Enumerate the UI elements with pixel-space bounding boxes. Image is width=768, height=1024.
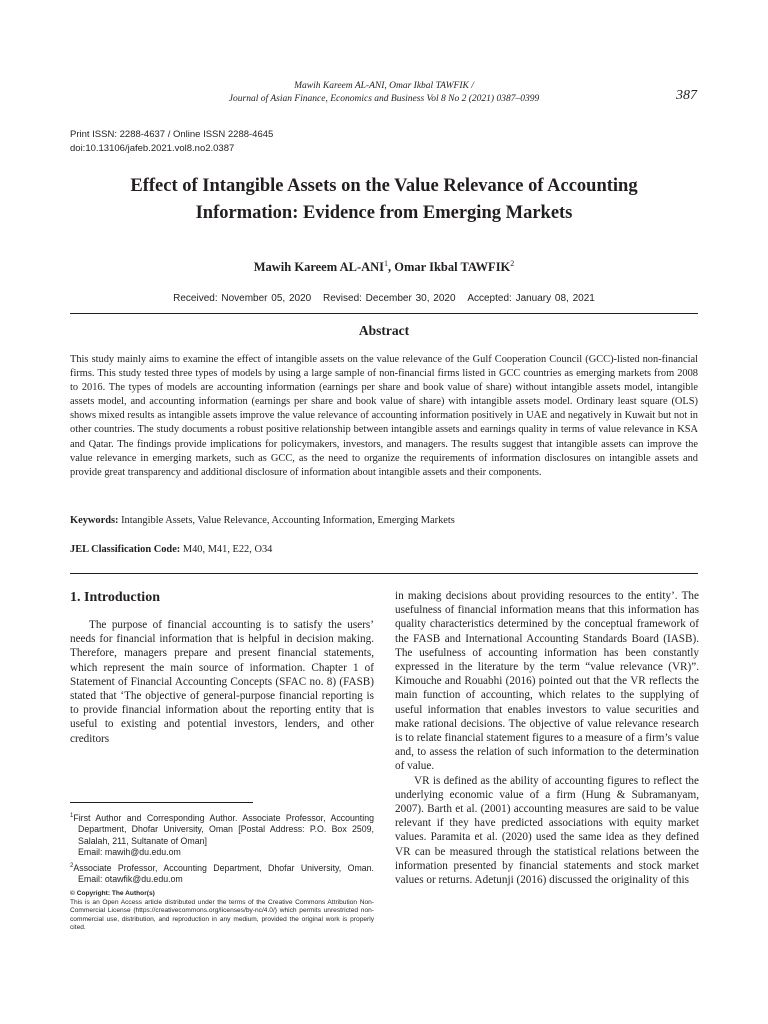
author-1: Mawih Kareem AL-ANI	[253, 260, 385, 275]
keywords-line	[70, 515, 698, 526]
footnote-1-marker: 1	[70, 813, 74, 819]
abstract-body: This study mainly aims to examine the effect of intangible assets on the value relevance of the Gulf Cooperation Council (GCC)-listed non-financial firms. This study tested three types of models by using a large sample of non-financial firms listed in GCC countries as emerging markets from 2008 to 2016. The types of models are accounting information (earnings per share and book value of share) without intangible assets model, intangible assets model, and accounting information (earnings per share and book value of share) with intangible assets model. Ordinary least square (OLS) shows mixed results as intangible assets improve the value relevance of accounting information positively in UAE and negatively in Kuwait but not in other countries. The study documents a robust positive relationship between intangible assets and earnings quality in terms of value relevance in KSA and Qatar. The findings provide implications for policymakers, investors, and managers. The results suggest that intangible assets can improve the value relevance in emerging markets, such as GCC, as the need to organize the requirements of information disclosures on intangible assets and provide great transparency and additional disclosure of information about intangible assets and their components.	[70, 354, 698, 478]
revised-date: Revised: December 30, 2020	[323, 293, 456, 304]
paper-title-line1: Effect of Intangible Assets on the Value Relevance of Accounting	[130, 176, 638, 196]
page-number: 387	[676, 88, 697, 103]
copyright-title: © Copyright: The Author(s)	[70, 890, 155, 897]
jel-line	[70, 544, 698, 555]
footnotes	[70, 811, 374, 887]
jel-value: M40, M41, E22, O34	[180, 544, 273, 555]
footnote-2-text: Associate Professor, Accounting Department, Dhofar University, Oman. Email: otawfik@du.edu.om	[73, 862, 374, 884]
issn-block	[70, 128, 273, 156]
accepted-date: Accepted: January 08, 2021	[467, 293, 595, 304]
copyright-body: This is an Open Access article distributed under the terms of the Creative Commons Attribution Non-Commercial License (https://creativecommons.org/licenses/by-nc/4.0/) which permits unrestricted non-commercial use, distribution, and reproduction in any medium, provided the original work is properly cited.	[70, 898, 374, 932]
divider-bottom	[70, 573, 698, 574]
author-line	[0, 259, 768, 275]
jel-label: JEL Classification Code:	[70, 544, 181, 555]
section-heading-introduction: 1. Introduction	[70, 590, 160, 605]
intro-paragraph-1: The purpose of financial accounting is to satisfy the users’ needs for financial information that is helpful in decision making. Therefore, managers prepare and present financial statements, which represent the main source of information. Chapter 1 of Statement of Financial Accounting Concepts (SFAC no. 8) (FASB) stated that ‘The objective of general-purpose financial reporting is to provide financial information about the reporting entity that is useful to existing and potential investors, lenders, and other creditors	[70, 619, 374, 745]
right-column	[395, 589, 699, 887]
keywords-label: Keywords:	[70, 515, 119, 526]
doi-line: doi:10.13106/jafeb.2021.vol8.no2.0387	[70, 143, 235, 154]
divider-top	[70, 313, 698, 314]
footnote-divider	[70, 802, 253, 803]
author-2: Omar Ikbal TAWFIK	[394, 260, 511, 275]
footnote-1-email: Email: mawih@du.edu.om	[78, 847, 181, 858]
copyright-notice	[70, 890, 374, 933]
author-1-affiliation: 1	[384, 259, 389, 268]
footnote-2-marker: 2	[70, 862, 74, 869]
paper-title-line2: Information: Evidence from Emerging Markets	[195, 203, 573, 223]
intro-paragraph-1-continued: in making decisions about providing resources to the entity’. The usefulness of financial information means that this information has quality characteristics determined by the conceptual framework of the FASB and International Accounting Standards Board (IASB). The usefulness of accounting information has been constantly expressed in the literature by the term “value relevance (VR)”. Kimouche and Rouabhi (2016) pointed out that the VR reflects the main function of accounting, which relates to the supplying of useful information that enables investors to value securities and make rational decisions. The objective of value relevance research is to relate financial statement figures to a measure of a firm’s value and, to assess the relation of such information to the determination of value.	[395, 590, 699, 773]
publication-dates	[0, 293, 768, 304]
left-column	[70, 618, 374, 746]
intro-paragraph-2: VR is defined as the ability of accounting figures to reflect the underlying economic value of a firm (Hung & Subramanyam, 2007). Barth et al. (2001) accounting measures are said to be value relevant if they have predicted associations with equity market values. Paramita et al. (2020) used the same idea as they defined VR can be measured through the statistical relations between the information presented by financial statements and stock market values or returns. Adetunji (2016) discussed the originality of this	[395, 774, 699, 887]
running-head	[0, 80, 768, 106]
footnote-1	[70, 811, 374, 859]
running-head-journal: Journal of Asian Finance, Economics and Business Vol 8 No 2 (2021) 0387–0399	[228, 94, 540, 104]
issn-line: Print ISSN: 2288-4637 / Online ISSN 2288-4645	[70, 129, 274, 140]
running-head-authors: Mawih Kareem AL-ANI, Omar Ikbal TAWFIK /	[294, 81, 474, 91]
keywords-value: Intangible Assets, Value Relevance, Accounting Information, Emerging Markets	[118, 515, 455, 526]
footnote-2	[70, 861, 374, 886]
footnote-1-text: First Author and Corresponding Author. Associate Professor, Accounting Department, Dhofar University, Oman [Postal Address: P.O. Box 2509, Salalah, 211, Sultanate of Oman]	[73, 812, 374, 846]
author-2-affiliation: 2	[510, 259, 515, 268]
author-separator: ,	[388, 260, 395, 275]
received-date: Received: November 05, 2020	[173, 293, 312, 304]
abstract-heading: Abstract	[358, 323, 410, 338]
paper-title	[70, 173, 698, 227]
